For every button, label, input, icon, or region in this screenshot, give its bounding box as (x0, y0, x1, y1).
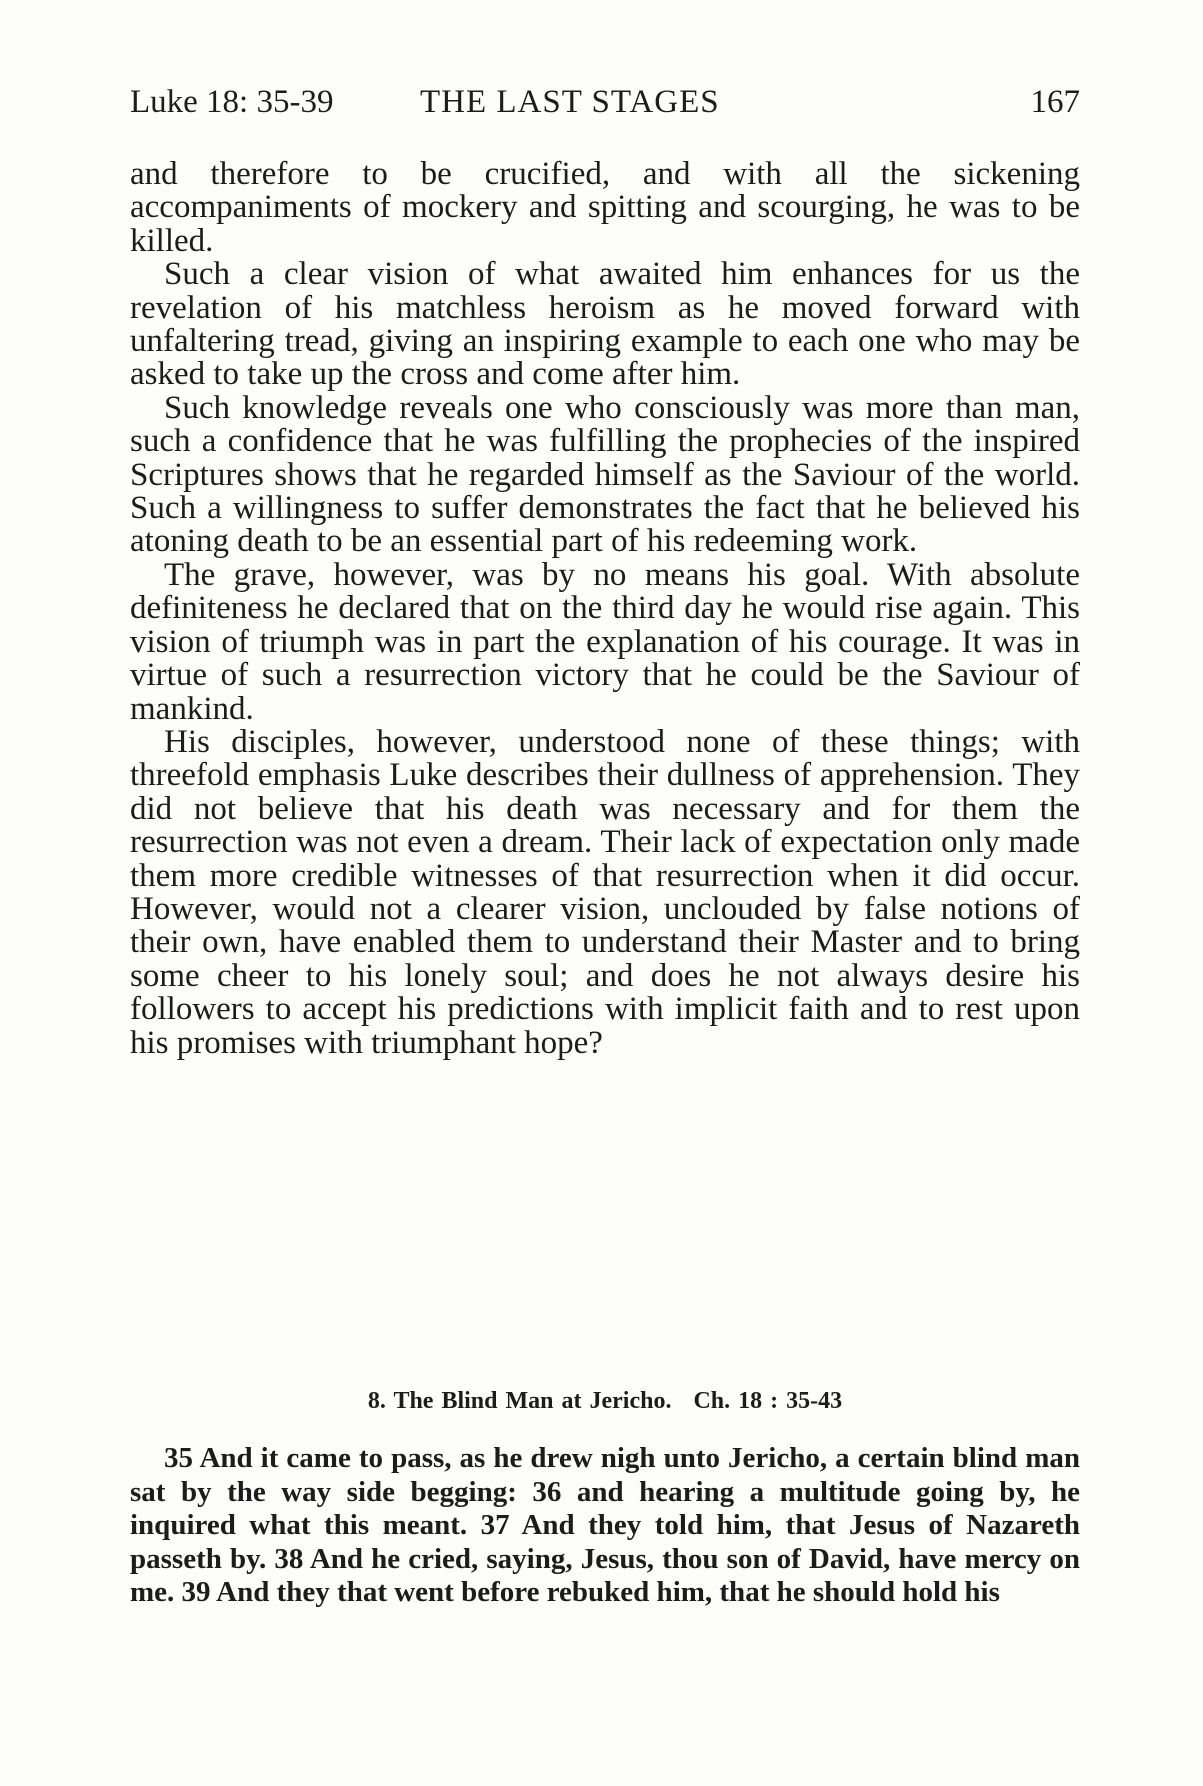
paragraph: Such a clear vision of what awaited him enhances for us the revelation of his matchless heroism as he moved forward with unfaltering tread, giving an inspiring example to each one who may be asked to take up the cross and come after him. (130, 256, 1080, 393)
commentary-text (130, 158, 1080, 1060)
scripture-text: 35 And it came to pass, as he drew nigh unto Jericho, a certain blind man sat by the way side begging: 36 and hearing a multitude going by, he inquired what this meant. 37 And they told him, that Jesus of Nazareth passeth by. 38 And he cried, saying, Jesus, thou son of David, have mercy on me. 39 And they that went before rebuked him, that he should hold his (130, 1442, 1080, 1609)
section-reference: Ch. 18 : 35-43 (693, 1388, 843, 1414)
page-number: 167 (1030, 84, 1080, 120)
section-title: 8. The Blind Man at Jericho. (367, 1388, 672, 1414)
paragraph: His disciples, however, understood none of these things; with threefold emphasis Luke describes their dullness of apprehension. They did not believe that his death was necessary and for them the resurrection was not even a dream. Their lack of expectation only made them more credible witnesses of that resurrection when it did occur. However, would not a clearer vision, unclouded by false notions of their own, have enabled them to understand their Master and to bring some cheer to his lonely soul; and does he not always desire his followers to accept his predictions with implicit faith and to rest upon his promises with triumphant hope? (130, 723, 1080, 1061)
section-heading (130, 1386, 1080, 1416)
paragraph: Such knowledge reveals one who consciously was more than man, such a confidence that he was fulfilling the prophecies of the inspired Scriptures shows that he regarded himself as the Saviour of the world. Such a willingness to suffer demonstrates the fact that he believed his atoning death to be an essential part of his redeeming work. (130, 389, 1080, 560)
header-reference: Luke 18: 35-39 (130, 84, 334, 120)
paragraph: and therefore to be crucified, and with all the sickening accompaniments of mockery and spitting and scourging, he was to be killed. (130, 156, 1080, 259)
scripture-passage (130, 1442, 1080, 1610)
paragraph: The grave, however, was by no means his goal. With absolute definiteness he declared that on the third day he would rise again. This vision of triumph was in part the explanation of his courage. It was in virtue of such a resurrection victory that he could be the Saviour of mankind. (130, 556, 1080, 727)
header-title: THE LAST STAGES (420, 84, 720, 120)
running-header (130, 82, 1080, 122)
